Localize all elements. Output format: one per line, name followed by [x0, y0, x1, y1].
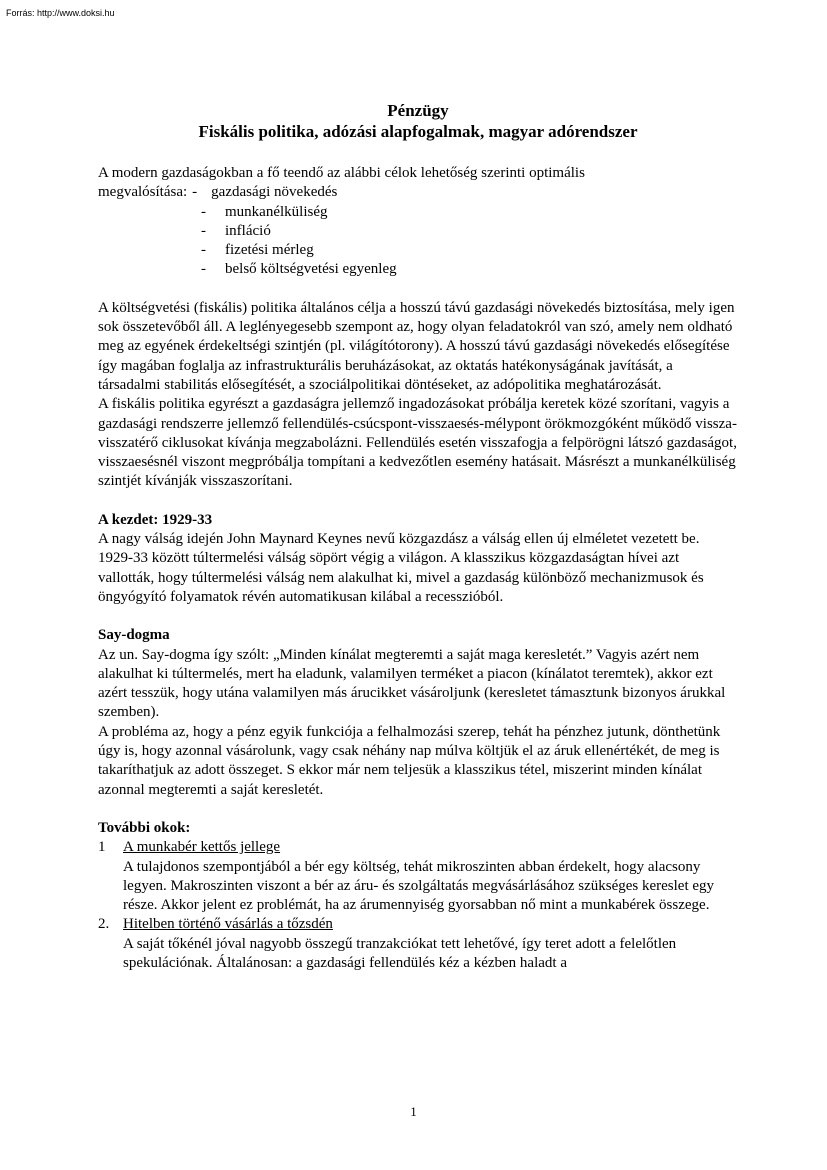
- goal-text: fizetési mérleg: [225, 242, 314, 259]
- document-body: [98, 100, 738, 973]
- goal-text: infláció: [225, 222, 271, 239]
- say-paragraph-2: A probléma az, hogy a pénz egyik funkciója a felhalmozási szerep, tehát ha pénzhez jutunk, dönthetünk úgy is, hogy azonnal vásárolunk, vagy csak néhány nap múlva költjük el az áruk ellenértékét, de meg is takaríthatjuk az adott összeget. S ekkor már nem teljesük a klasszikus tétel, miszerint minden kínálat azonnal megteremti a saját keresletét.: [98, 723, 721, 798]
- goal-item: [98, 222, 738, 241]
- intro-lead: megvalósítása:: [98, 184, 188, 201]
- goal-list: [98, 203, 738, 280]
- spacer: [98, 800, 738, 819]
- goal-item: gazdasági növekedés: [211, 184, 338, 201]
- goal-dash: -: [201, 222, 206, 239]
- goal-dash: -: [201, 261, 206, 278]
- reason-title: A munkabér kettős jellege: [123, 839, 281, 856]
- start-paragraph: A nagy válság idején John Maynard Keynes nevű közgazdász a válság ellen új elméletet vezetett be. 1929-33 között túltermelési válság söpört végig a világon. A klasszikus közgazdaságtan hívei azt vallották, hogy túltermelési válság nem alakulhat ki, mivel a gazdaság különböző mechanizmusok és öngyógyító folyamatok révén automatikusan kilábal a recesszióból.: [98, 531, 704, 605]
- goal-text: belső költségvetési egyenleg: [225, 261, 397, 278]
- spacer: [98, 280, 738, 299]
- goal-item: [98, 241, 738, 260]
- reasons-list: [98, 838, 738, 973]
- goal-dash: -: [201, 242, 206, 259]
- reason-number: 2.: [98, 916, 110, 933]
- fiscal-paragraph-1: A költségvetési (fiskális) politika általános célja a hosszú távú gazdasági növekedés biztosítása, mely igen sok összetevőből áll. A leglényegesebb szempont az, hogy olyan feladatokról van szó, amely nem oldható meg az egyének érdekeltségi szintjén (pl. világítótorony). A hosszú távú gazdasági növekedés elősegítése így magában foglalja az infrastrukturális beruházásokat, az oktatás hatékonyságának javítását, a társadalmi stabilitás elősegítését, a szociálpolitikai döntéseket, az adópolitika meghatározását.: [98, 299, 735, 393]
- document-title: Pénzügy: [387, 101, 449, 120]
- intro-lead-line: [98, 183, 738, 202]
- fiscal-paragraph-2: A fiskális politika egyrészt a gazdaságra jellemző ingadozásokat próbálja keretek közé szorítani, vagyis a gazdasági rendszerre jellemző fellendülés-csúcspont-visszaesés-mélypont örökmozgóként működő vissza-visszatérő ciklusokat kívánja megzabolázni. Fellendülés esetén visszafogja a felpörögni látszó gazdaságot, visszaesésnél viszont megpróbálja tompítani a kedvezőtlen esemény hatásait. Másrészt a munkanélküliség szintjét kívánják visszaszorítani.: [98, 396, 737, 490]
- goal-item: [98, 260, 738, 279]
- source-url: Forrás: http://www.doksi.hu: [6, 8, 115, 18]
- reason-text: A saját tőkénél jóval nagyobb összegű tranzakciókat tett lehetővé, így teret adott a felelőtlen spekulációnak. Általánosan: a gazdasági fellendülés kéz a kézben haladt a: [123, 935, 677, 971]
- reason-text: A tulajdonos szempontjából a bér egy költség, tehát mikroszinten abban érdekelt, hogy alacsony legyen. Makroszinten viszont a bér az áru- és szolgáltatás megvásárlásához szükséges kereslet egy része. Akkor jelent ez problémát, ha az árumennyiség gyorsabban nő mint a munkabérek összege.: [123, 858, 715, 914]
- goal-text: munkanélküliség: [225, 203, 328, 220]
- spacer: [98, 607, 738, 626]
- section-heading-say: Say-dogma: [98, 627, 170, 644]
- document-subtitle: Fiskális politika, adózási alapfogalmak, magyar adórendszer: [198, 122, 638, 141]
- goal-dash: -: [192, 184, 198, 201]
- goal-dash: -: [201, 203, 206, 220]
- page-number: 1: [410, 1104, 417, 1119]
- intro-line: A modern gazdaságokban a fő teendő az alábbi célok lehetőség szerinti optimális: [98, 165, 585, 181]
- reason-item: [98, 838, 738, 915]
- reason-number: 1: [98, 839, 106, 856]
- goal-item: [98, 203, 738, 222]
- reason-item: [98, 915, 738, 973]
- section-heading-reasons: További okok:: [98, 819, 191, 836]
- say-paragraph-1: Az un. Say-dogma így szólt: „Minden kínálat megteremti a saját maga keresletét.” Vagyis azért nem alakulhat ki túltermelés, mert ha eladunk, valamilyen terméket a piacon (kínálatot teremtek), akkor ezt azért tesszük, hogy utána valamilyen más árucikket vásároljunk (keresletet támasztunk bizonyos árukkal szemben).: [98, 646, 726, 721]
- reason-title: Hitelben történő vásárlás a tőzsdén: [123, 916, 333, 933]
- section-heading-start: A kezdet: 1929-33: [98, 511, 213, 528]
- spacer: [98, 492, 738, 511]
